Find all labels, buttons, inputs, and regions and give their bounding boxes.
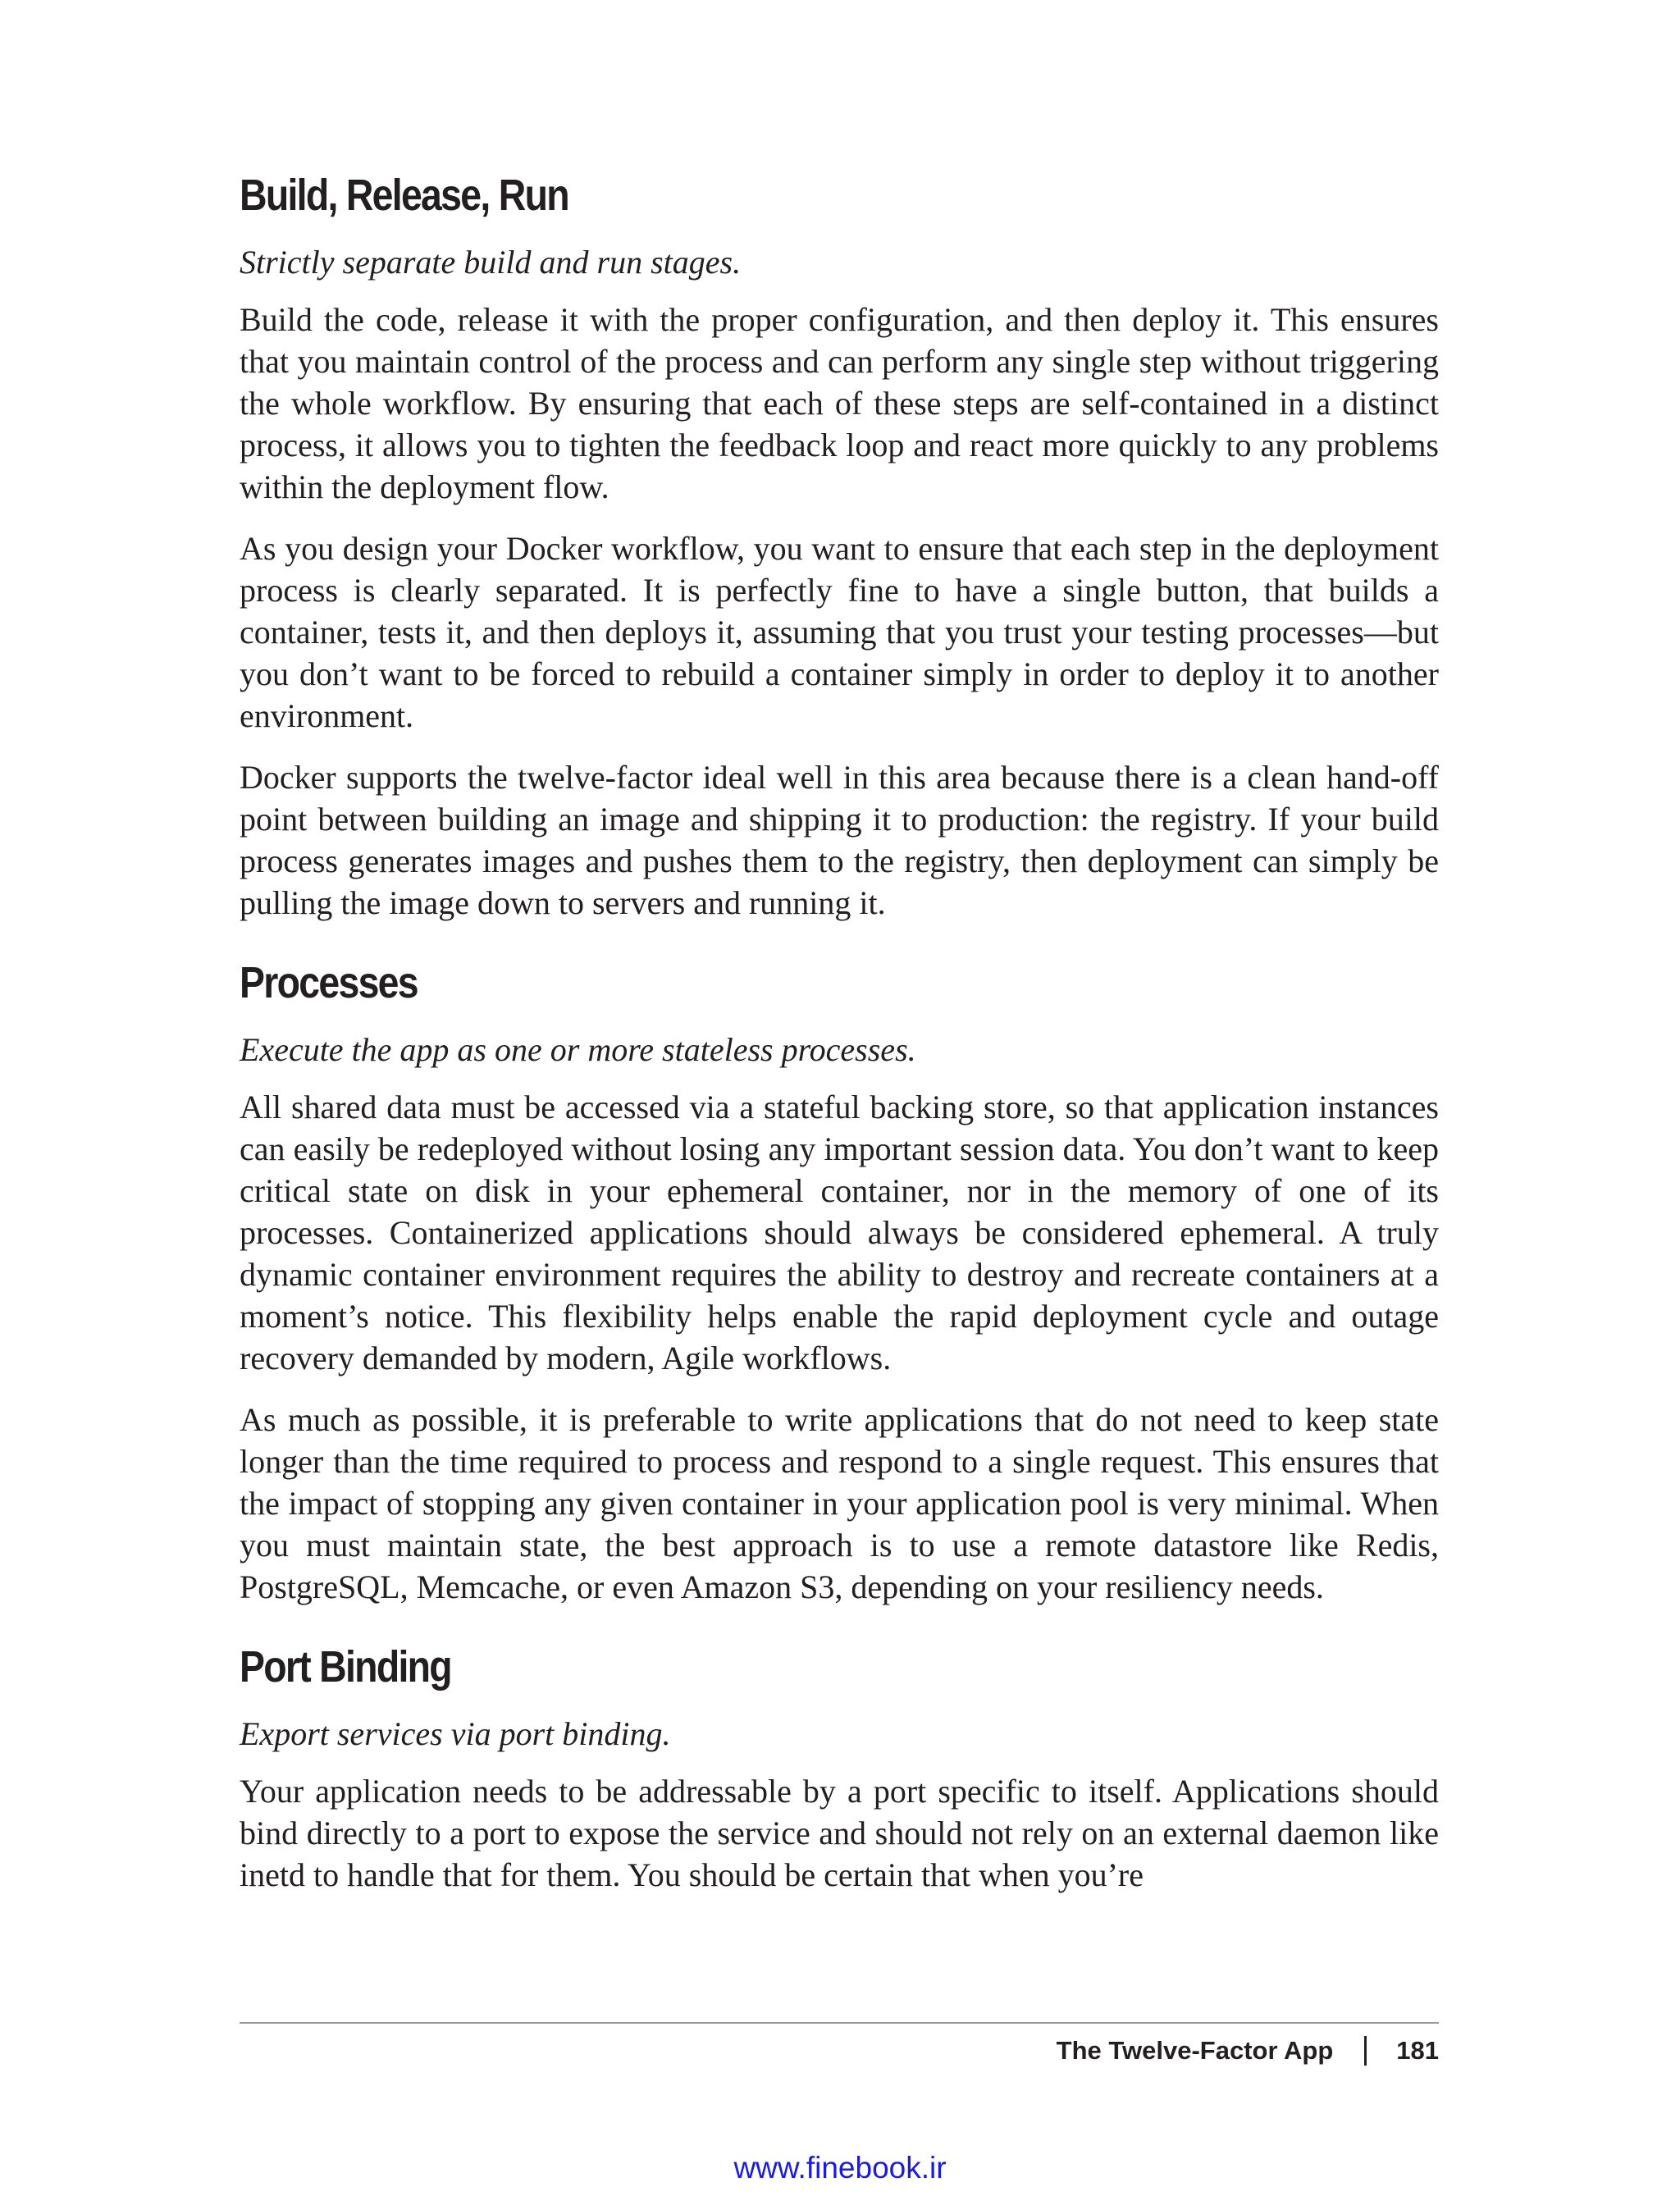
page-number: 181 [1396, 2036, 1439, 2065]
paragraph: All shared data must be accessed via a stateful backing store, so that application instances can easily be redeployed without losing any important session data. You don’t want to keep critical state on disk in your ephemeral container, nor in the memory of one of its processes. Containerized applications should always be considered ephemeral. A truly dynamic container environment requires the ability to destroy and recreate containers at a moment’s notice. This flexibility helps enable the rapid deployment cycle and outage recovery demanded by modern, Agile workflows. [240, 1089, 1439, 1376]
footer-chapter-title: The Twelve-Factor App [1056, 2036, 1334, 2065]
section-title: Processes [240, 958, 418, 1007]
footer-divider [240, 2022, 1439, 2024]
paragraph: As much as possible, it is preferable to write applications that do not need to keep state longer than the time required to process and respond to a single request. This ensures that the impact of stopping any given container in your application pool is very minimal. When you must maintain state, the best approach is to use a remote datastore like Redis, PostgreSQL, Memcache, or even Amazon S3, depending on your resiliency needs. [240, 1401, 1439, 1605]
section-motto: Export services via port binding. [240, 1715, 671, 1752]
footer-separator [1364, 2036, 1367, 2066]
paragraph: Build the code, release it with the proper configuration, and then deploy it. This ensures that you maintain control of the process and can perform any single step without triggering the whole workflow. By ensuring that each of these steps are self-contained in a distinct process, it allows you to tighten the feedback loop and react more quickly to any problems within the deployment flow. [240, 301, 1439, 505]
section-motto: Strictly separate build and run stages. [240, 244, 742, 281]
section-title: Build, Release, Run [240, 171, 568, 220]
paragraph: Docker supports the twelve-factor ideal well in this area because there is a clean hand-off point between building an image and shipping it to production: the registry. If your build process generates images and pushes them to the registry, then deployment can simply be pulling the image down to servers and running it. [240, 759, 1439, 921]
page-body [240, 169, 1439, 1915]
section-title: Port Binding [240, 1642, 451, 1691]
section-motto: Execute the app as one or more stateless processes. [240, 1031, 916, 1068]
watermark-link[interactable]: www.finebook.ir [733, 2151, 947, 2184]
paragraph: As you design your Docker workflow, you want to ensure that each step in the deployment process is clearly separated. It is perfectly fine to have a single button, that builds a container, tests it, and then deploys it, assuming that you trust your testing processes—but you don’t want to be forced to rebuild a container simply in order to deploy it to another environment. [240, 530, 1439, 734]
section-build-release-run [240, 169, 1439, 924]
section-processes [240, 956, 1439, 1608]
paragraph: Your application needs to be addressable by a port specific to itself. Applications should bind directly to a port to expose the service and should not rely on an external daemon like inetd to handle that for them. You should be certain that when you’re [240, 1773, 1439, 1893]
page-footer [1057, 2034, 1439, 2067]
section-port-binding [240, 1641, 1439, 1896]
